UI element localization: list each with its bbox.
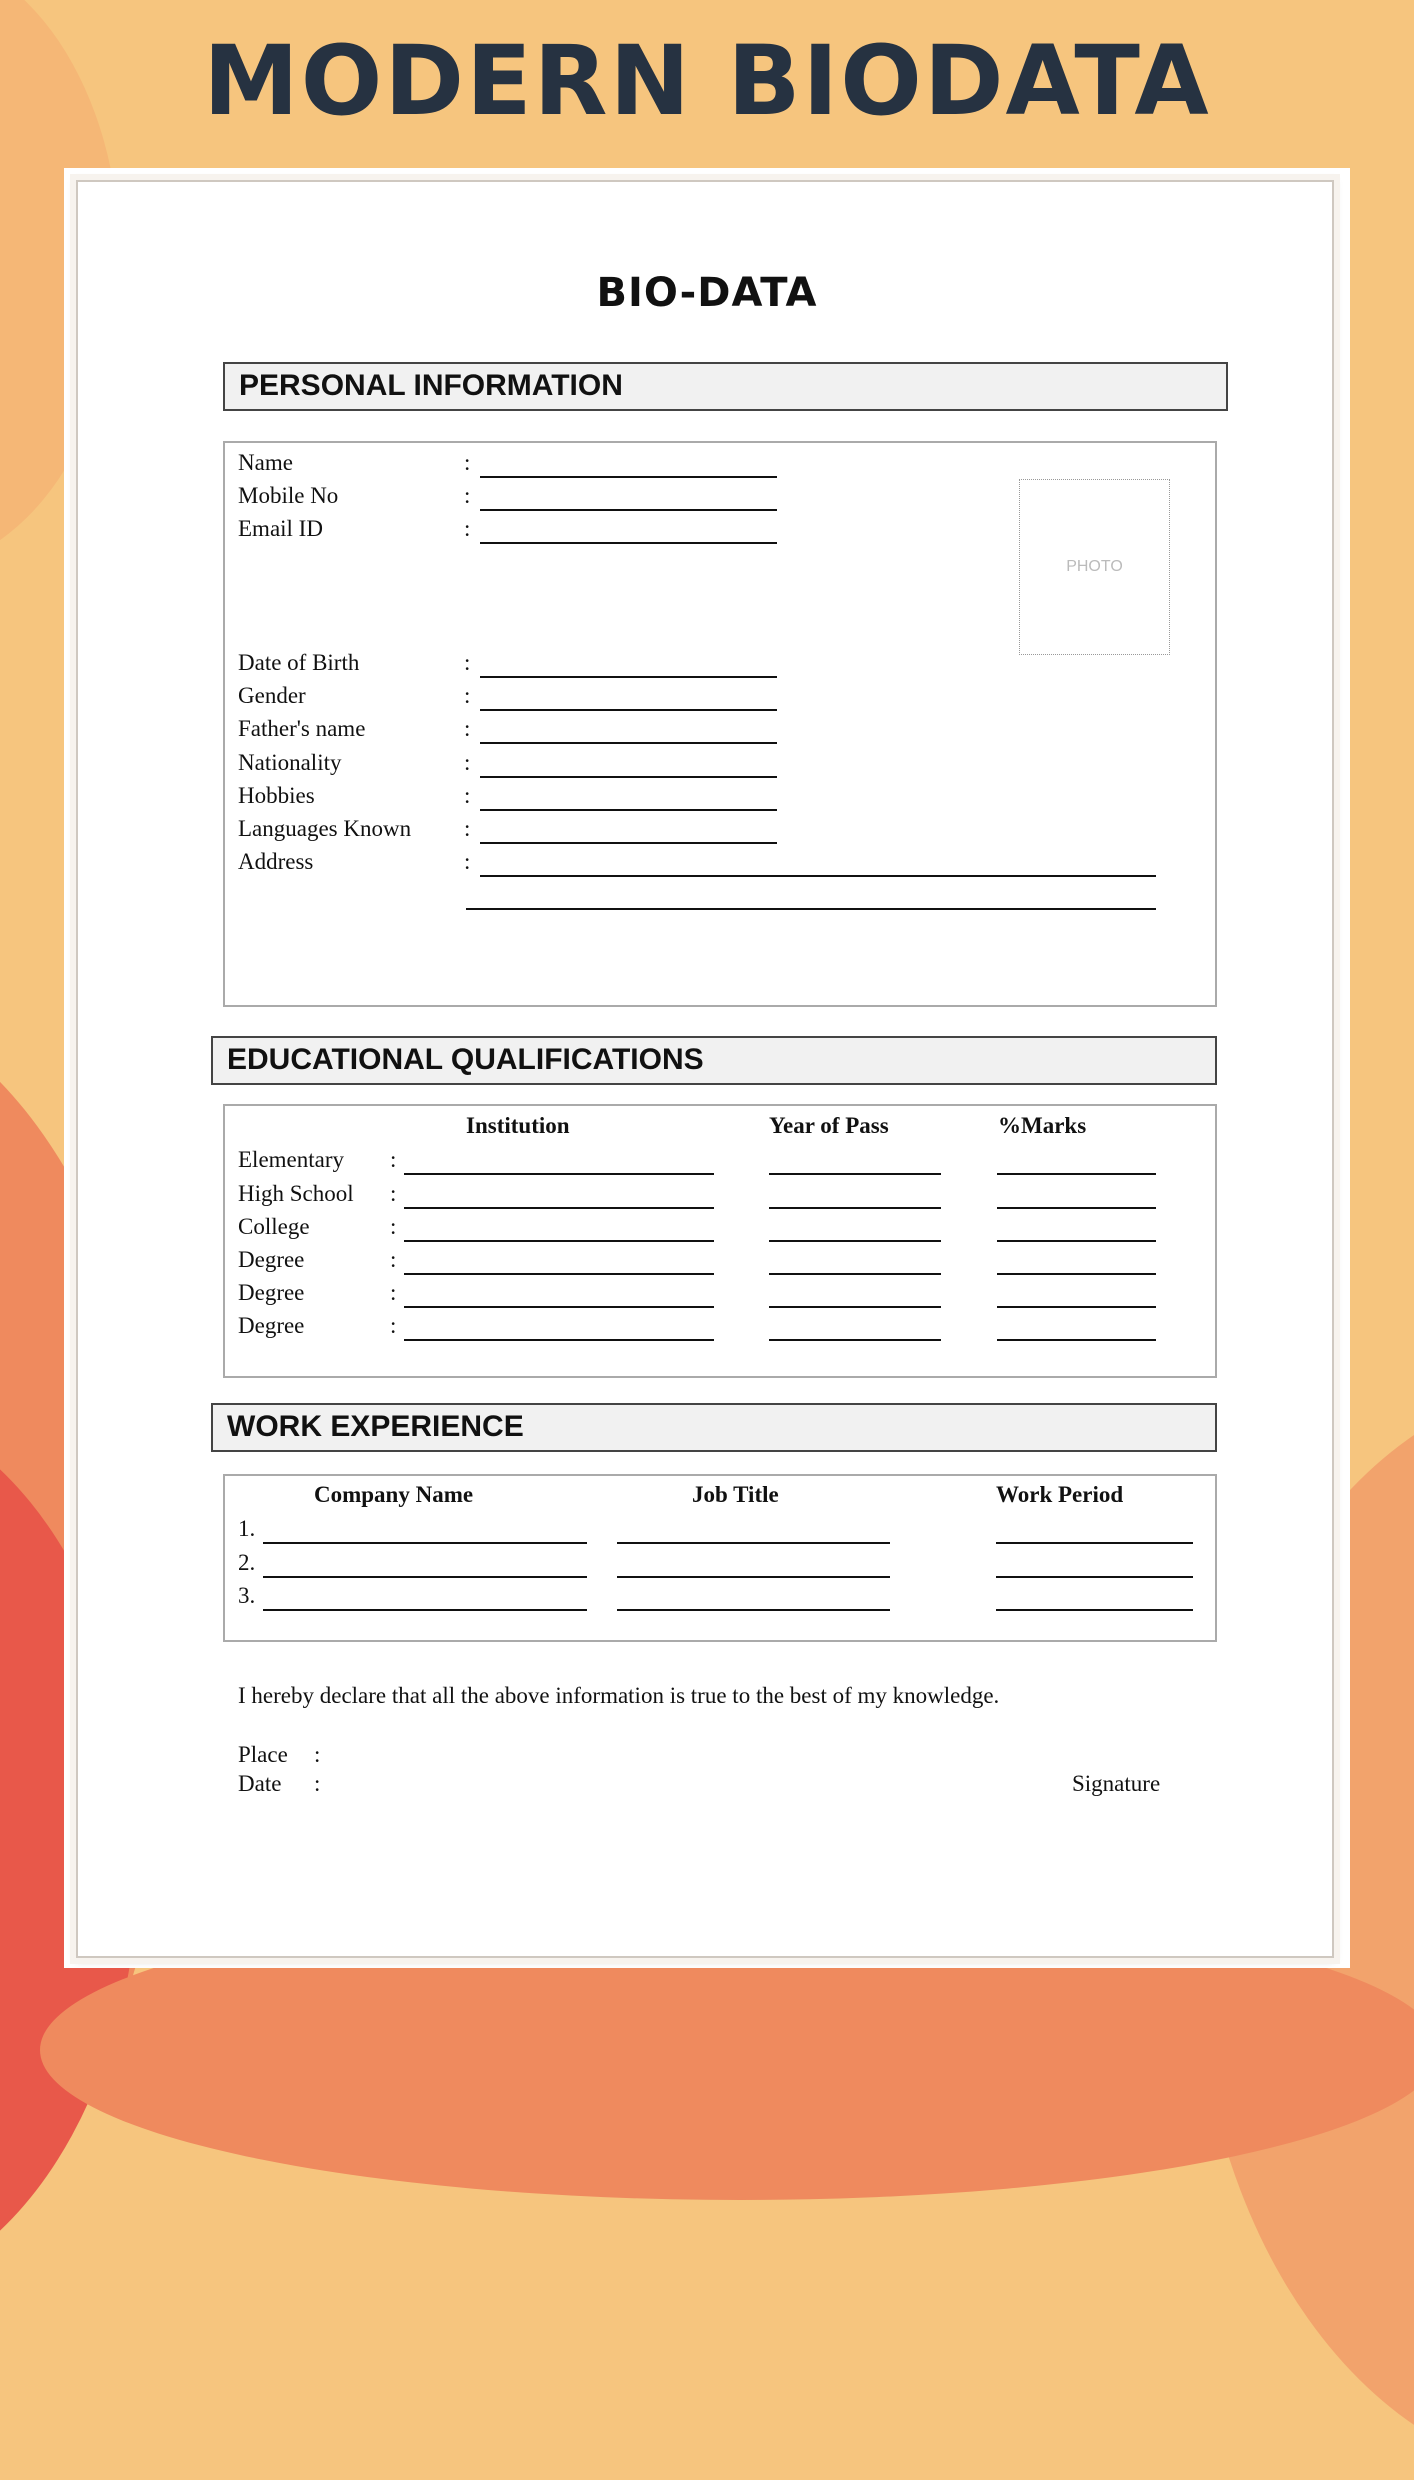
colon: : [390,1280,397,1305]
edu-institution-field[interactable] [404,1207,714,1209]
col-header-marks: %Marks [998,1113,1087,1138]
email-field[interactable] [480,542,777,544]
work-period-field[interactable] [996,1542,1193,1544]
field-label-languages: Languages Known [238,816,412,841]
address-field-line-1[interactable] [480,875,1156,877]
edu-row-label: Degree [238,1247,305,1272]
company-name-field[interactable] [263,1609,587,1611]
field-label-address: Address [238,849,314,874]
field-label-father: Father's name [238,716,366,741]
col-header-work-period: Work Period [996,1482,1124,1507]
work-period-field[interactable] [996,1609,1193,1611]
languages-field[interactable] [480,842,777,844]
edu-row-label: College [238,1214,310,1239]
job-title-field[interactable] [617,1609,890,1611]
edu-marks-field[interactable] [997,1240,1156,1242]
nationality-field[interactable] [480,776,777,778]
signature-label: Signature [1072,1771,1161,1796]
colon: : [464,716,471,741]
mobile-field[interactable] [480,509,777,511]
edu-marks-field[interactable] [997,1207,1156,1209]
field-label-email: Email ID [238,516,323,541]
field-label-name: Name [238,450,293,475]
colon: : [314,1771,321,1796]
field-label-nationality: Nationality [238,750,342,775]
col-header-company: Company Name [314,1482,474,1507]
job-title-field[interactable] [617,1576,890,1578]
edu-institution-field[interactable] [404,1240,714,1242]
education-heading: EDUCATIONAL QUALIFICATIONS [211,1036,1217,1085]
place-label: Place [238,1742,288,1767]
colon: : [464,816,471,841]
work-row-number: 1. [238,1516,256,1541]
colon: : [390,1181,397,1206]
edu-row-label: Degree [238,1313,305,1338]
edu-marks-field[interactable] [997,1306,1156,1308]
edu-year-field[interactable] [769,1339,941,1341]
edu-year-field[interactable] [769,1240,941,1242]
edu-marks-field[interactable] [997,1273,1156,1275]
work-row-number: 2. [238,1550,256,1575]
field-label-gender: Gender [238,683,306,708]
col-header-job-title: Job Title [692,1482,779,1507]
edu-row-label: Degree [238,1280,305,1305]
colon: : [390,1247,397,1272]
edu-row-label: Elementary [238,1147,345,1172]
gender-field[interactable] [480,709,777,711]
work-row-number: 3. [238,1583,256,1608]
colon: : [314,1742,321,1767]
colon: : [464,450,471,475]
edu-institution-field[interactable] [404,1339,714,1341]
personal-info-heading: PERSONAL INFORMATION [223,362,1228,411]
colon: : [464,849,471,874]
colon: : [390,1313,397,1338]
colon: : [464,750,471,775]
edu-institution-field[interactable] [404,1306,714,1308]
col-header-year: Year of Pass [769,1113,889,1138]
field-label-hobbies: Hobbies [238,783,315,808]
colon: : [464,650,471,675]
edu-institution-field[interactable] [404,1173,714,1175]
colon: : [390,1214,397,1239]
col-header-institution: Institution [466,1113,570,1138]
banner-title: MODERN BIODATA [203,25,1211,137]
photo-placeholder[interactable]: PHOTO [1019,479,1170,655]
dob-field[interactable] [480,676,777,678]
colon: : [464,783,471,808]
declaration-text: I hereby declare that all the above information is true to the best of my knowledge. [238,1683,1000,1708]
work-heading: WORK EXPERIENCE [211,1403,1217,1452]
colon: : [464,516,471,541]
edu-institution-field[interactable] [404,1273,714,1275]
work-period-field[interactable] [996,1576,1193,1578]
company-name-field[interactable] [263,1542,587,1544]
edu-marks-field[interactable] [997,1173,1156,1175]
edu-year-field[interactable] [769,1173,941,1175]
address-field-line-2[interactable] [466,908,1156,910]
edu-year-field[interactable] [769,1273,941,1275]
date-label: Date [238,1771,282,1796]
field-label-dob: Date of Birth [238,650,360,675]
father-name-field[interactable] [480,742,777,744]
job-title-field[interactable] [617,1542,890,1544]
document-title: BIO-DATA [596,270,818,316]
name-field[interactable] [480,476,777,478]
edu-year-field[interactable] [769,1207,941,1209]
edu-marks-field[interactable] [997,1339,1156,1341]
field-label-mobile: Mobile No [238,483,339,508]
colon: : [464,483,471,508]
company-name-field[interactable] [263,1576,587,1578]
hobbies-field[interactable] [480,809,777,811]
edu-year-field[interactable] [769,1306,941,1308]
edu-row-label: High School [238,1181,354,1206]
colon: : [390,1147,397,1172]
colon: : [464,683,471,708]
